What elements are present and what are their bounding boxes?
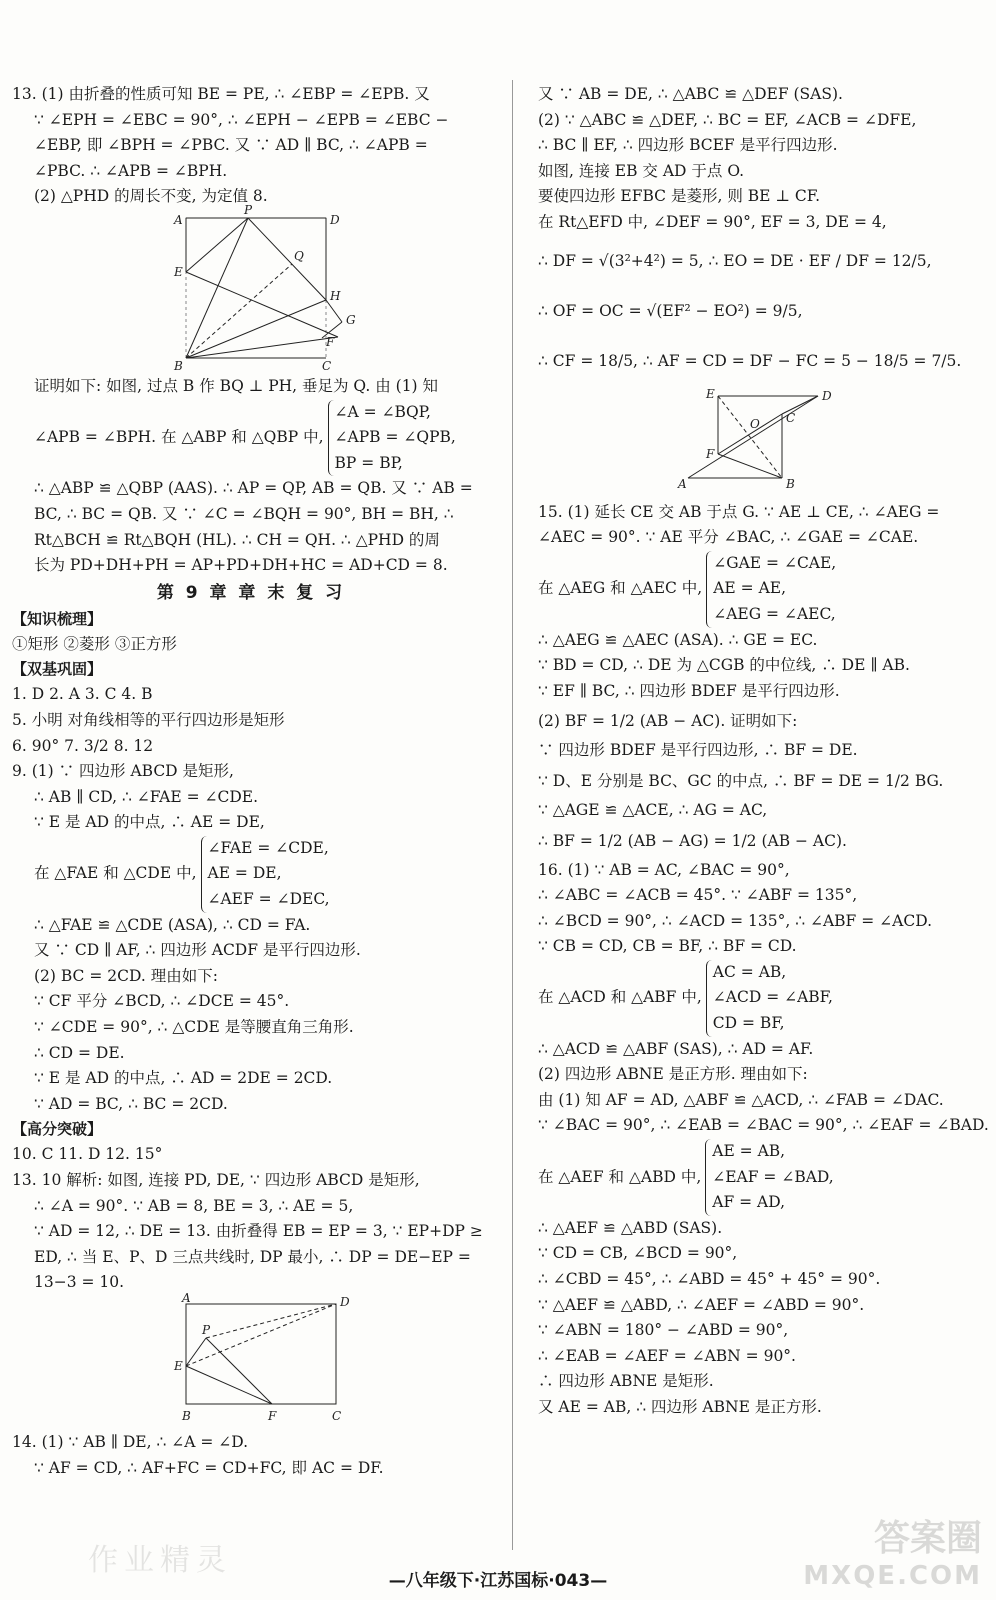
q9-line-4: 在 △FAE 和 △CDE 中,	[34, 864, 197, 883]
sj-line-2: 5. 小明 对角线相等的平行四边形是矩形	[12, 710, 285, 729]
gf-line-2: 13. 10 解析: 如图, 连接 PD, DE, ∵ 四边形 ABCD 是矩形,	[12, 1171, 420, 1189]
fig3-label-f: F	[706, 446, 715, 461]
section-zhishi: 【知识梳理】	[12, 609, 103, 628]
q15-line-13: ∵ △AGE ≌ △ACE, ∴ AG = AC,	[538, 800, 768, 819]
fig3-label-d: D	[822, 388, 832, 403]
q9-cond-3: ∠AEF = ∠DEC,	[207, 890, 330, 909]
proof-line-1: 证明如下: 如图, 过点 B 作 BQ ⊥ PH, 垂足为 Q. 由 (1) 知	[34, 376, 439, 395]
fig1-label-a: A	[174, 212, 183, 227]
q9-line-12: ∵ ∠CDE = 90°, ∴ △CDE 是等腰直角三角形.	[34, 1018, 354, 1037]
fig1-label-d: D	[330, 212, 340, 227]
q16-line-19: ∴ ∠CBD = 45°, ∴ ∠ABD = 45° + 45° = 90°.	[538, 1270, 881, 1288]
q16-cond-3: CD = BF,	[712, 1014, 785, 1033]
watermark-right-title: 答案圈	[873, 1518, 982, 1559]
fig2-label-a: A	[182, 1290, 191, 1305]
q16-line-3: ∴ ∠BCD = 90°, ∴ ∠ACD = 135°, ∴ ∠ABF = ∠ACD.	[538, 911, 932, 930]
proof-line-2: ∠APB = ∠BPH. 在 △ABP 和 △QBP 中,	[34, 428, 324, 447]
q14-line-2: ∵ AF = CD, ∴ AF+FC = CD+FC, 即 AC = DF.	[34, 1458, 384, 1477]
fig2-label-p: P	[202, 1322, 211, 1337]
fig1-label-e: E	[174, 264, 183, 279]
left-column	[12, 82, 490, 1481]
figure-rhombus	[538, 388, 988, 498]
proof-cond-1: ∠A = ∠BQP,	[334, 402, 431, 421]
q16-line-9: ∴ △ACD ≌ △ABF (SAS), ∴ AD = AF.	[538, 1039, 814, 1058]
r-top-8: ∴ OF = OC = √(EF² − EO²) = 9/5,	[538, 301, 803, 320]
section-gaofen: 【高分突破】	[12, 1120, 103, 1139]
q13-line-2: ∵ ∠EPH = ∠EBC = 90°, ∴ ∠EPH − ∠EPB = ∠EBC −	[34, 110, 449, 129]
q15-cond-3: ∠AEG = ∠AEC,	[713, 604, 836, 623]
fig3-label-a: A	[678, 476, 687, 491]
gf-line-5: ED, ∴ 当 E、P、D 三点共线时, DP 最小, ∴ DP = DE−EP =	[34, 1247, 471, 1266]
q16-line-5: 在 △ACD 和 △ABF 中,	[538, 988, 702, 1007]
fig2-label-e: E	[174, 1358, 183, 1373]
watermark-right-url: MXQE.COM	[803, 1561, 982, 1591]
fig3-label-e: E	[706, 386, 715, 401]
fig2-label-b: B	[182, 1408, 191, 1423]
q9-line-3: ∵ E 是 AD 的中点, ∴ AE = DE,	[34, 813, 265, 832]
r-top-5: 要使四边形 EFBC 是菱形, 则 BE ⊥ CF.	[538, 187, 821, 206]
q16-line-22: ∴ ∠EAB = ∠AEF = ∠ABN = 90°.	[538, 1346, 796, 1365]
fig1-label-g: G	[346, 312, 356, 327]
q15-line-10: (2) BF = 1/2 (AB − AC). 证明如下:	[538, 712, 798, 731]
q13-line-4: ∠PBC. ∴ ∠APB = ∠BPH.	[34, 161, 228, 180]
q9-line-10: (2) BC = 2CD. 理由如下:	[34, 966, 218, 985]
q16-line-23: ∴ 四边形 ABNE 是矩形.	[538, 1372, 714, 1391]
r-top-1: 又 ∵ AB = DE, ∴ △ABC ≌ △DEF (SAS).	[538, 85, 843, 103]
q14-line-1: 14. (1) ∵ AB ∥ DE, ∴ ∠A = ∠D.	[12, 1432, 249, 1451]
sj-line-1: 1. D 2. A 3. C 4. B	[12, 685, 153, 704]
q9-line-13: ∴ CD = DE.	[34, 1043, 125, 1062]
section-shuangji: 【双基巩固】	[12, 660, 103, 679]
q16-cond-5: ∠EAF = ∠BAD,	[712, 1167, 834, 1186]
q15-line-11: ∵ 四边形 BDEF 是平行四边形, ∴ BF = DE.	[538, 741, 858, 760]
q16-line-4: ∵ CB = CD, CB = BF, ∴ BF = CD.	[538, 937, 797, 956]
q16-line-2: ∴ ∠ABC = ∠ACB = 45°. ∵ ∠ABF = 135°,	[538, 886, 858, 905]
r-top-6: 在 Rt△EFD 中, ∠DEF = 90°, EF = 3, DE = 4,	[538, 212, 887, 231]
fig3-label-b: B	[786, 476, 795, 491]
sj-line-3: 6. 90° 7. 3/2 8. 12	[12, 736, 154, 755]
q9-line-11: ∵ CF 平分 ∠BCD, ∴ ∠DCE = 45°.	[34, 992, 290, 1011]
q15-cond-2: AE = AE,	[713, 579, 787, 598]
fig1-label-p: P	[244, 202, 253, 217]
fig1-label-h: H	[330, 288, 341, 303]
q16-line-11: 由 (1) 知 AF = AD, △ABF ≌ △ACD, ∴ ∠FAB = ∠DAC.	[538, 1090, 944, 1109]
column-divider	[512, 80, 513, 1550]
fig3-label-c: C	[786, 410, 796, 425]
q16-line-13: 在 △AEF 和 △ABD 中,	[538, 1167, 702, 1186]
q9-cond-1: ∠FAE = ∠CDE,	[207, 838, 329, 857]
q9-line-9: 又 ∵ CD ∥ AF, ∴ 四边形 ACDF 是平行四边形.	[34, 941, 361, 960]
r-top-9: ∴ CF = 18/5, ∴ AF = CD = DF − FC = 5 − 18/5 = 7/5.	[538, 351, 962, 370]
q15-line-14: ∴ BF = 1/2 (AB − AG) = 1/2 (AB − AC).	[538, 831, 847, 850]
q9-line-14: ∵ E 是 AD 的中点, ∴ AD = 2DE = 2CD.	[34, 1069, 333, 1088]
proof-cond-3: BP = BP,	[334, 453, 403, 472]
q16-line-1: 16. (1) ∵ AB = AC, ∠BAC = 90°,	[538, 860, 790, 879]
q15-line-2: ∠AEC = 90°. ∵ AE 平分 ∠BAC, ∴ ∠GAE = ∠CAE.	[538, 528, 919, 547]
q16-line-20: ∵ △AEF ≌ △ABD, ∴ ∠AEF = ∠ABD = 90°.	[538, 1295, 865, 1314]
fig1-label-q: Q	[294, 248, 304, 263]
figure-rectangle-fold	[12, 1290, 490, 1428]
q15-line-1: 15. (1) 延长 CE 交 AB 于点 G. ∵ AE ⊥ CE, ∴ ∠AEG =	[538, 502, 940, 521]
proof-line-6: ∴ △ABP ≌ △QBP (AAS). ∴ AP = QP, AB = QB. 又 ∵ AB =	[34, 479, 473, 498]
q13-line-1: 13. (1) 由折叠的性质可知 BE = PE, ∴ ∠EBP = ∠EPB. 又	[12, 85, 430, 103]
q16-line-10: (2) 四边形 ABNE 是正方形. 理由如下:	[538, 1065, 808, 1084]
gf-line-1: 10. C 11. D 12. 15°	[12, 1145, 163, 1164]
fig1-label-b: B	[174, 358, 183, 373]
fig2-label-c: C	[332, 1408, 342, 1423]
q16-line-12: ∵ ∠BAC = 90°, ∴ ∠EAB = ∠BAC = 90°, ∴ ∠EAF = ∠BAD.	[538, 1116, 989, 1135]
q9-line-1: 9. (1) ∵ 四边形 ABCD 是矩形,	[12, 762, 234, 781]
q13-line-3: ∠EBP, 即 ∠BPH = ∠PBC. 又 ∵ AD ∥ BC, ∴ ∠APB =	[34, 136, 428, 155]
fig3-label-o: O	[750, 416, 760, 431]
chapter-title: 第 9 章 章 末 复 习	[156, 582, 346, 603]
q15-line-12: ∵ D、E 分别是 BC、GC 的中点, ∴ BF = DE = 1/2 BG.	[538, 771, 944, 790]
gf-line-6: 13−3 = 10.	[34, 1273, 125, 1292]
fig1-label-f: F	[326, 334, 335, 349]
q16-line-24: 又 AE = AB, ∴ 四边形 ABNE 是正方形.	[538, 1397, 822, 1416]
watermark-right	[803, 1510, 982, 1591]
q9-line-2: ∴ AB ∥ CD, ∴ ∠FAE = ∠CDE.	[34, 787, 259, 806]
q15-line-3: 在 △AEG 和 △AEC 中,	[538, 579, 703, 598]
q9-cond-2: AE = DE,	[207, 864, 282, 883]
fig2-label-d: D	[340, 1294, 350, 1309]
q15-cond-1: ∠GAE = ∠CAE,	[713, 553, 837, 572]
r-top-2: (2) ∵ △ABC ≌ △DEF, ∴ BC = EF, ∠ACB = ∠DFE,	[538, 110, 917, 129]
figure-pbhd	[12, 202, 490, 373]
q16-line-18: ∵ CD = CB, ∠BCD = 90°,	[538, 1244, 738, 1263]
q9-line-15: ∵ AD = BC, ∴ BC = 2CD.	[34, 1094, 228, 1113]
proof-line-9: 长为 PD+DH+PH = AP+PD+DH+HC = AD+CD = 8.	[34, 556, 448, 575]
right-column	[538, 82, 988, 1421]
q9-line-8: ∴ △FAE ≌ △CDE (ASA), ∴ CD = FA.	[34, 915, 311, 934]
q15-line-8: ∵ BD = CD, ∴ DE 为 △CGB 的中位线, ∴ DE ∥ AB.	[538, 656, 910, 675]
proof-cond-2: ∠APB = ∠QPB,	[334, 428, 456, 447]
q15-line-9: ∵ EF ∥ BC, ∴ 四边形 BDEF 是平行四边形.	[538, 681, 840, 700]
fig2-label-f: F	[268, 1408, 277, 1423]
q16-cond-2: ∠ACD = ∠ABF,	[712, 988, 833, 1007]
q16-cond-4: AE = AB,	[712, 1142, 786, 1161]
gf-line-3: ∴ ∠A = 90°. ∵ AB = 8, BE = 3, ∴ AE = 5,	[34, 1196, 354, 1215]
gf-line-4: ∵ AD = 12, ∴ DE = 13. 由折叠得 EB = EP = 3, ∵ EP+DP ≥	[34, 1222, 483, 1241]
q16-cond-1: AC = AB,	[712, 962, 787, 981]
r-top-4: 如图, 连接 EB 交 AD 于点 O.	[538, 161, 745, 180]
fig1-label-c: C	[322, 358, 332, 373]
r-top-3: ∴ BC ∥ EF, ∴ 四边形 BCEF 是平行四边形.	[538, 136, 838, 155]
q16-line-17: ∴ △AEF ≌ △ABD (SAS).	[538, 1218, 723, 1237]
q16-cond-6: AF = AD,	[712, 1193, 786, 1212]
page-footer: —八年级下·江苏国标·043—	[388, 1571, 608, 1591]
watermark-left: 作业精灵	[88, 1543, 232, 1578]
q13-part2: (2) △PHD 的周长不变, 为定值 8.	[34, 187, 268, 206]
q15-line-7: ∴ △AEG ≌ △AEC (ASA). ∴ GE = EC.	[538, 630, 818, 649]
proof-line-7: BC, ∴ BC = QB. 又 ∵ ∠C = ∠BQH = 90°, BH = BH, ∴	[34, 504, 454, 523]
q16-line-21: ∵ ∠ABN = 180° − ∠ABD = 90°,	[538, 1321, 789, 1340]
proof-line-8: Rt△BCH ≌ Rt△BQH (HL). ∴ CH = QH. ∴ △PHD 的周	[34, 530, 440, 549]
r-top-7: ∴ DF = √(3²+4²) = 5, ∴ EO = DE · EF / DF = 12/5,	[538, 251, 932, 270]
zhishi-items: ①矩形 ②菱形 ③正方形	[12, 634, 177, 653]
